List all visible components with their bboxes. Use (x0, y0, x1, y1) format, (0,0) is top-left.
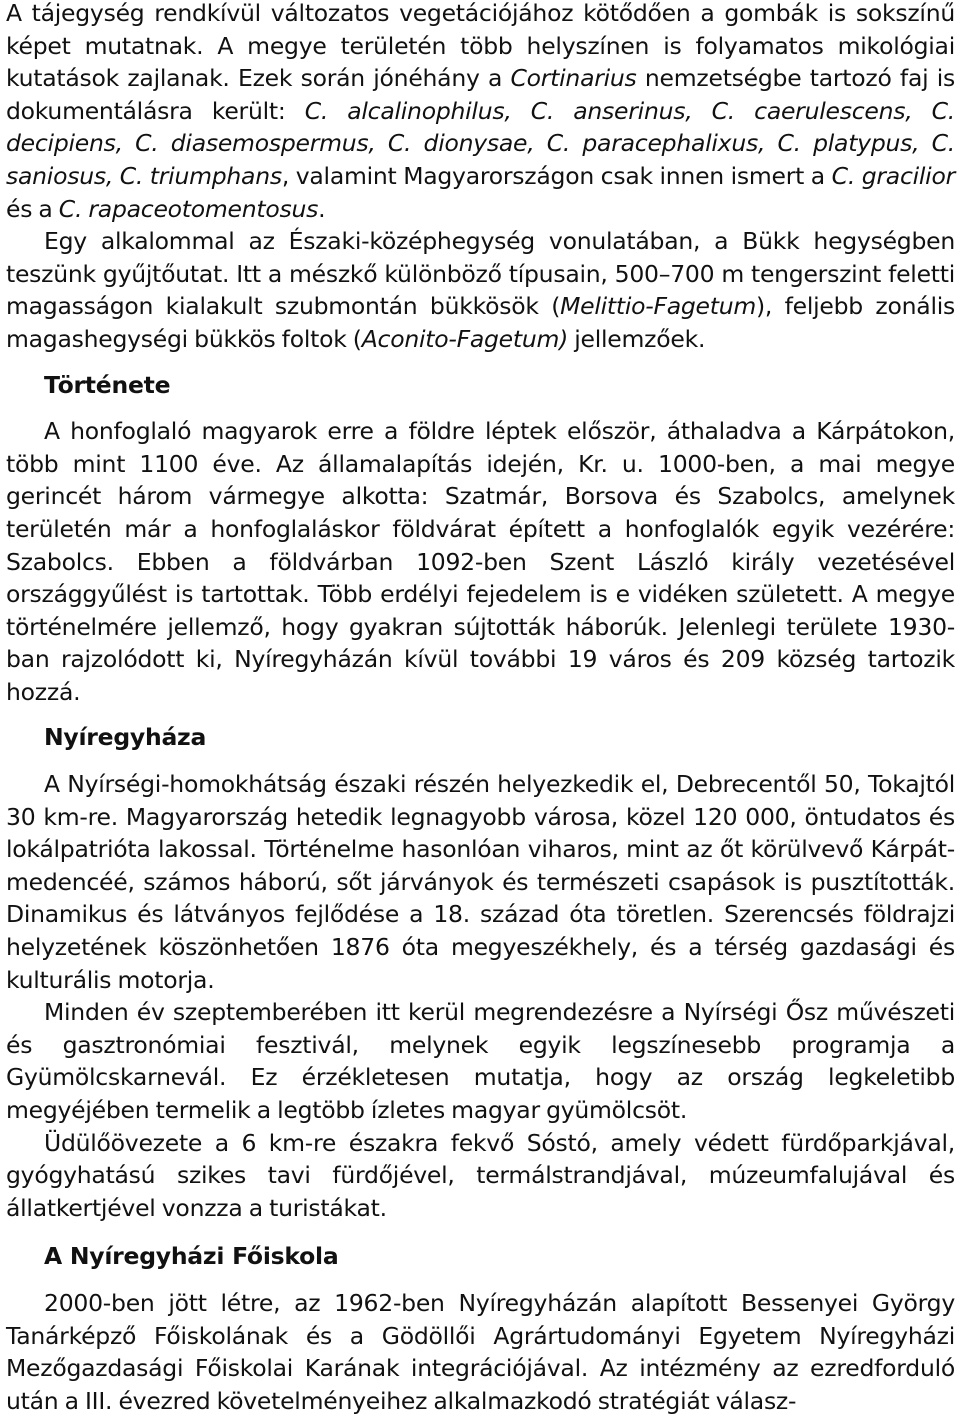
nyiregyhaza-paragraph-sosto: Üdülőövezete a 6 km-re északra fekvő Sóstó, amely védett fürdőparkjával, gyógyhatású szikes tavi fürdőjével, termálstrandjával, múzeumfalujával és állatkertjével vonzza a turistákat. (6, 1128, 955, 1222)
text-span: ), feljebb zonális magashegységi bükkös foltok ( (6, 292, 955, 353)
bukk-paragraph (6, 225, 955, 355)
species-list: C. alcalinophilus, C. anserinus, C. caerulescens, C. decipiens, C. diasemospermus, C. dionysae, C. paracephalixus, C. platypus, C. saniosus, C. triumphans (6, 96, 955, 190)
text-span: , valamint Magyarországon csak innen ismert a (281, 161, 832, 190)
species-name: C. gracilior (831, 161, 955, 190)
text-span: . (318, 194, 326, 223)
text-span: Egy alkalommal az Északi-középhegység vonulatában, a Bükk hegységben teszünk gyűjtőutat. Itt a mészkő különböző típusain, 500–700 m tengerszint feletti magasságon kialakult szubmontán bükkösök ( (6, 227, 955, 321)
nyiregyhaza-paragraph-festival: Minden év szeptemberében itt kerül megrendezésre a Nyírségi Ősz művészeti és gasztronómiai fesztivál, melynek egyik legszínesebb programja a Gyümölcskarnevál. Ez érzékletesen mutatja, hogy az ország legkeletibb megyéjében termelik a legtöbb ízletes magyar gyümölcsöt. (6, 998, 955, 1124)
text-span: és a (6, 194, 59, 223)
section-heading-history: Története (44, 370, 171, 399)
text-span: nemzetségbe tartozó faj is dokumentálásra került: (6, 64, 955, 125)
history-paragraph: A honfoglaló magyarok erre a földre léptek először, áthaladva a Kárpátokon, több mint 1100 éve. Az államalapítás idején, Kr. u. 1000-ben, a mai megye gerincét három vármegye alkotta: Szatmár, Borsova és Szabolcs, amelynek területén már a honfoglaláskor földvárat épített a honfoglalók egyik vezérére: Szabolcs. Ebben a földvárban 1092-ben Szent László király vezetésével országgyűlést is tartottak. Több erdélyi fejedelem is e vidéken született. A megye történelmére jellemző, hogy gyakran sújtották háborúk. Jelenlegi területe 1930-ban rajzolódott ki, Nyíregyházán kívül további 19 város és 209 község tartozik hozzá. (6, 417, 955, 706)
plant-association-name: Melittio-Fagetum (560, 292, 757, 321)
text-span: jellemzőek. (568, 324, 706, 353)
species-name: C. rapaceotomentosus (58, 194, 319, 223)
document-page (6, 0, 955, 1417)
section-heading-college: A Nyíregyházi Főiskola (44, 1242, 339, 1271)
genus-name: Cortinarius (510, 64, 637, 93)
fungi-paragraph (6, 0, 955, 225)
plant-association-name: Aconito-Fagetum) (361, 324, 569, 353)
text-span: A tájegység rendkívül változatos vegetációjához kötődően a gombák is sokszínű képet mutatnak. A megye területén több helyszínen is folyamatos mikológiai kutatások zajlanak. Ezek során jónéhány a (6, 0, 955, 93)
nyiregyhaza-paragraph-location: A Nyírségi-homokhátság északi részén helyezkedik el, Debrecentől 50, Tokajtól 30 km-re. Magyarország hetedik legnagyobb városa, közel 120 000, öntudatos és lokálpatrióta lakossal. Történelme hasonlóan viharos, mint az őt körülvevő Kárpát-medencéé, számos háború, sőt járványok és természeti csapások is pusztították. Dinamikus és látványos fejlődése a 18. század óta töretlen. Szerencsés földrajzi helyzetének köszönhetően 1876 óta megyeszékhely, és a térség gazdasági és kulturális motorja. (6, 770, 955, 994)
section-heading-nyiregyhaza: Nyíregyháza (44, 723, 207, 752)
college-paragraph: 2000-ben jött létre, az 1962-ben Nyíregyházán alapított Bessenyei György Tanárképző Főiskolának és a Gödöllői Agrártudományi Egyetem Nyíregyházi Mezőgazdasági Főiskolai Karának integrációjával. Az intézmény az ezredforduló után a III. évezred követelményeihez alkalmazkodó stratégiát válasz- (6, 1288, 955, 1415)
